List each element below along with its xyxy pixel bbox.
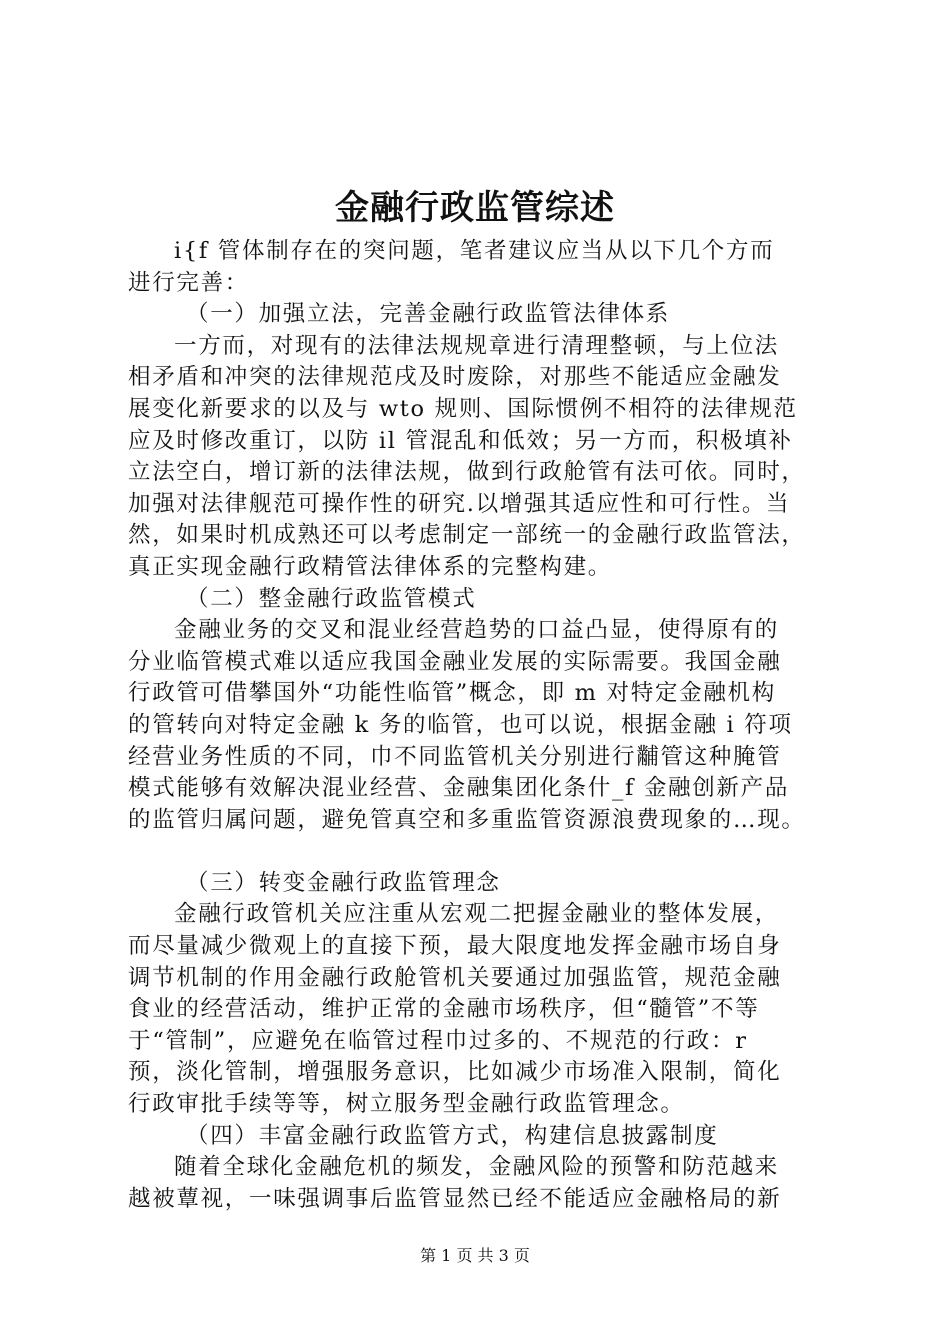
section-heading: （三）转变金融行政监管理念 xyxy=(186,869,501,896)
text-line: 行政审批手续等等，树立服务型金融行政监管理念。 xyxy=(128,1091,685,1118)
text-line: 加强对法律舰范可操作性的研究.以增强其适应性和可行性。当 xyxy=(128,490,791,517)
text-line: 分业临管模式难以适应我国金融业发展的实际需要。我国金融 xyxy=(128,648,782,675)
text-line: 立法空白，增订新的法律法规，做到行政舱管有法可依。同时， xyxy=(128,459,806,486)
text-line: 随着全球化金融危机的频发，金融风险的预警和防范越来 xyxy=(174,1154,780,1181)
section-heading: （二）整金融行政监管模式 xyxy=(186,585,477,612)
text-line: 相矛盾和冲突的法律规范戌及时废除，对那些不能适应金融发 xyxy=(128,364,782,391)
blank-line xyxy=(128,836,840,868)
text-line: 展变化新要求的以及与 wto 规则、国际惯例不相符的法律规范 xyxy=(128,395,798,422)
text-line: 进行完善： xyxy=(128,269,250,296)
section-heading: （四）丰富金融行政监管方式，构建信息披露制度 xyxy=(186,1122,719,1149)
text-line: 然，如果时机成熟还可以考虑制定一部统一的金融行政监管法， xyxy=(128,522,806,549)
text-line: 于“管制”，应避免在临管过程巾过多的、不规范的行政：r xyxy=(128,1027,748,1054)
text-line: i{f 管体制存在的突问题，笔者建议应当从以下几个方而 xyxy=(174,238,775,264)
text-line: 食业的经营活动，维护正常的金融市场秩序，但“髓管”不等 xyxy=(128,996,760,1023)
text-line: 真正实现金融行政精管法律体系的完整构建。 xyxy=(128,553,613,580)
text-line: 的管转向对特定金融 k 务的临管，也可以说，根据金融 i 符项 xyxy=(128,711,793,738)
text-line: 应及时修改重订，以防 il 管混乱和低效；另一方而，积极填补 xyxy=(128,427,793,454)
section-heading: （一）加强立法，完善金融行政监管法律体系 xyxy=(186,301,671,328)
text-line: 的监管归属问题，避免管真空和多重监管资源浪费现象的…现。 xyxy=(128,806,806,833)
text-line: 金融行政管机关应注重从宏观二把握金融业的整体发展， xyxy=(174,901,780,928)
text-line: 一方而，对现有的法律法规规章进行清理整顿，与上位法 xyxy=(174,332,780,359)
text-line: 行政管可借攀国外“功能性临管”概念，即 m 对特定金融机构 xyxy=(128,680,776,707)
text-line: 经营业务性质的不同，巾不同监管机关分别进行黼管这种腌管 xyxy=(128,743,782,770)
page-title: 金融行政监管综述 xyxy=(335,188,615,228)
text-line: 调节机制的作用金融行政舱管机关要通过加强监管，规范金融 xyxy=(128,964,782,991)
text-line: 预，淡化管制，增强服务意识，比如减少市场准入限制，简化 xyxy=(128,1059,782,1086)
text-line: 金融业务的交叉和混业经营趋势的口益凸显，使得原有的 xyxy=(174,617,780,644)
document-body xyxy=(128,236,840,1215)
page-footer: 第 1 页 共 3 页 xyxy=(420,1246,530,1265)
text-line: 而尽量减少微观上的直接下预，最大限度地发挥金融市场自身 xyxy=(128,933,782,960)
text-line: 模式能够有效解决混业经营、金融集团化条什_f 金融创新产品 xyxy=(128,775,790,802)
text-line: 越被蕈视，一味强调事后监管显然已经不能适应金融格局的新 xyxy=(128,1185,782,1212)
